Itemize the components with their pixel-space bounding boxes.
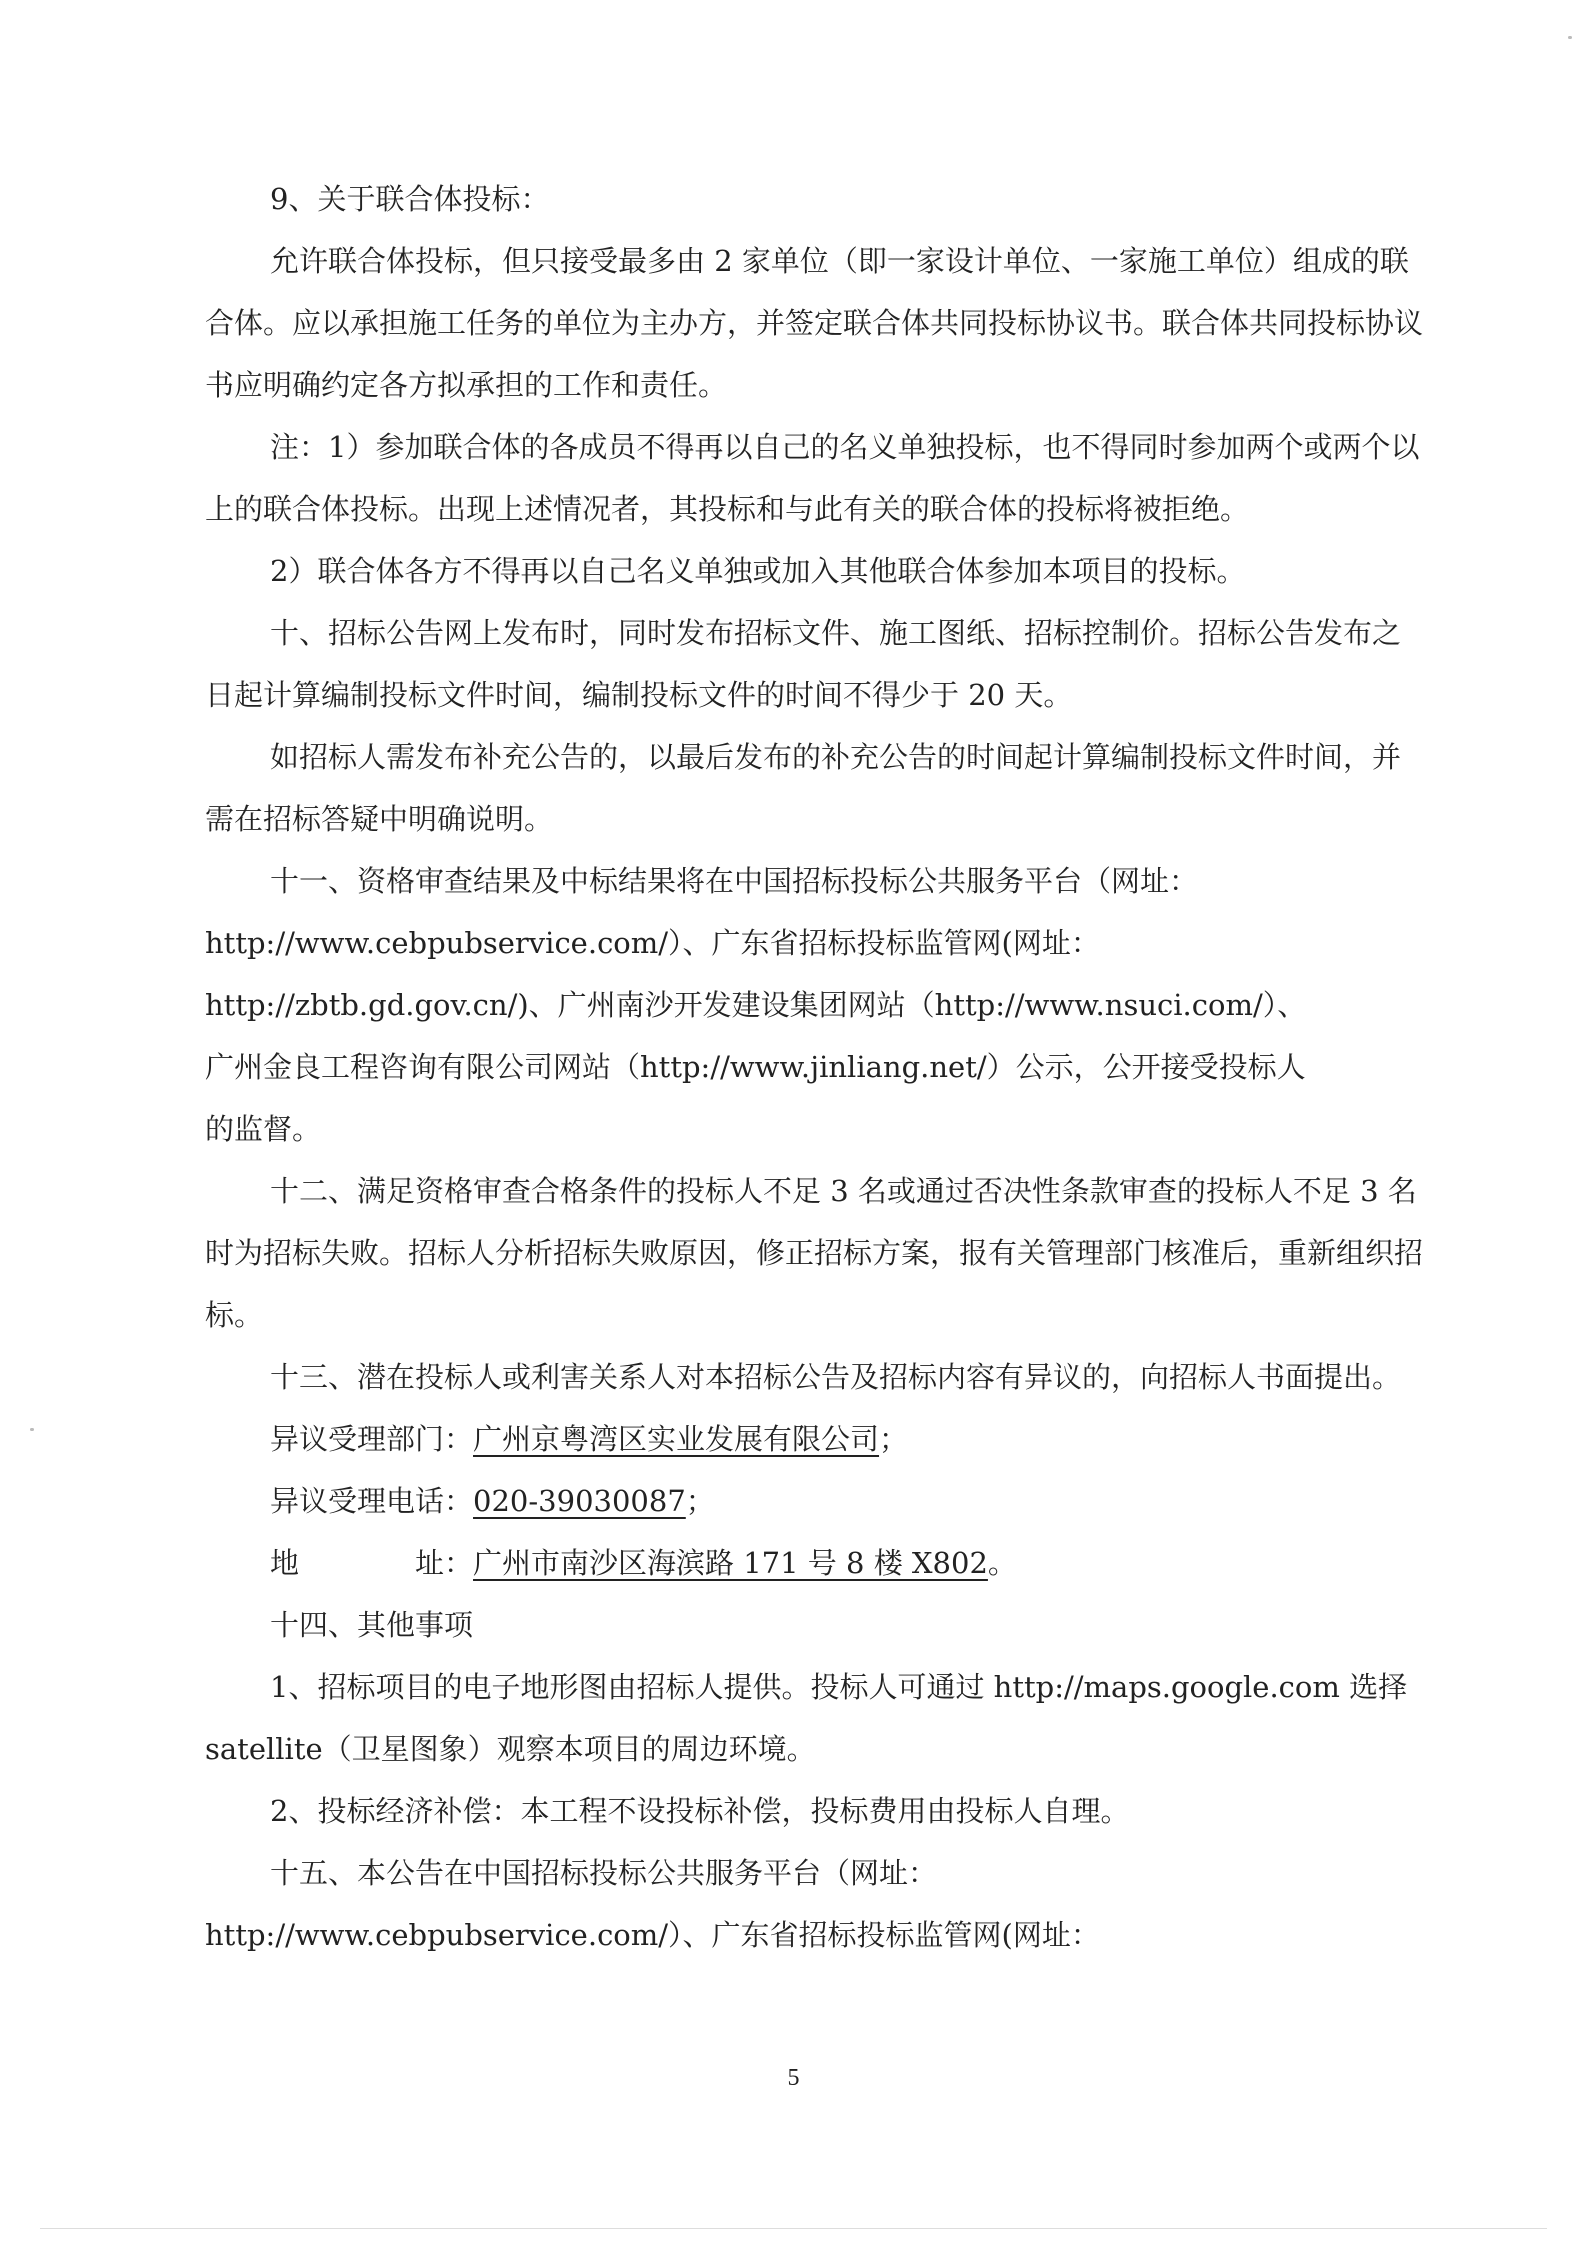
document-body [205, 168, 1427, 1966]
section-15-line-2: http://www.cebpubservice.com/）、广东省招标投标监管网(网址： [205, 1918, 1100, 1952]
objection-phone-label: 异议受理电话： [270, 1484, 474, 1518]
section-11-line-3: http://zbtb.gd.gov.cn/)、广州南沙开发建设集团网站（http://www.nsuci.com/）、 [205, 988, 1307, 1022]
objection-phone-end: ； [685, 1484, 715, 1518]
page-number: 5 [787, 2065, 800, 2091]
section-15-line-1: 十五、本公告在中国招标投标公共服务平台（网址： [270, 1856, 938, 1890]
objection-address-line [205, 1532, 1427, 1594]
item-2-paragraph: 2、投标经济补偿：本工程不设投标补偿，投标费用由投标人自理。 [270, 1794, 1130, 1828]
item-1-paragraph: 1、招标项目的电子地形图由招标人提供。投标人可通过 http://maps.google.com 选择 satellite（卫星图象）观察本项目的周边环境。 [205, 1670, 1408, 1766]
section-12-paragraph: 十二、满足资格审查合格条件的投标人不足 3 名或通过否决性条款审查的投标人不足 3 名时为招标失败。招标人分析招标失败原因，修正招标方案，报有关管理部门核准后，重新组织招标。 [205, 1174, 1424, 1332]
section-11-line-5: 的监督。 [205, 1112, 322, 1146]
objection-dept-label: 异议受理部门： [270, 1422, 474, 1456]
objection-address-label: 地 址： [270, 1546, 474, 1580]
section-11-line-4: 广州金良工程咨询有限公司网站（http://www.jinliang.net/）公示，公开接受投标人 [205, 1050, 1306, 1084]
objection-phone-line [205, 1470, 1427, 1532]
objection-dept-line [205, 1408, 1427, 1470]
objection-phone-value: 020-39030087 [473, 1484, 686, 1518]
section-11-line-2: http://www.cebpubservice.com/）、广东省招标投标监管网(网址： [205, 926, 1100, 960]
objection-address-value: 广州市南沙区海滨路 171 号 8 楼 X802 [473, 1546, 988, 1580]
section-11-line-1: 十一、资格审查结果及中标结果将在中国招标投标公共服务平台（网址： [270, 864, 1199, 898]
consortium-paragraph: 允许联合体投标，但只接受最多由 2 家单位（即一家设计单位、一家施工单位）组成的联合体。应以承担施工任务的单位为主办方，并签定联合体共同投标协议书。联合体共同投标协议书应明确约定各方拟承担的工作和责任。 [205, 244, 1424, 402]
scan-edge-line [40, 2228, 1547, 2229]
objection-dept-value: 广州京粤湾区实业发展有限公司 [473, 1422, 880, 1456]
section-10-paragraph: 十、招标公告网上发布时，同时发布招标文件、施工图纸、招标控制价。招标公告发布之日起计算编制投标文件时间，编制投标文件的时间不得少于 20 天。 [205, 616, 1402, 712]
objection-dept-end: ； [879, 1422, 909, 1456]
section-13-paragraph: 十三、潜在投标人或利害关系人对本招标公告及招标内容有异议的，向招标人书面提出。 [270, 1360, 1402, 1394]
scan-speck [1568, 36, 1572, 39]
section-14-heading: 十四、其他事项 [270, 1608, 474, 1642]
section-9-heading: 9、关于联合体投标： [270, 182, 550, 216]
supplementary-notice-paragraph: 如招标人需发布补充公告的，以最后发布的补充公告的时间起计算编制投标文件时间，并需在招标答疑中明确说明。 [205, 740, 1402, 836]
note-1-paragraph: 注：1）参加联合体的各成员不得再以自己的名义单独投标，也不得同时参加两个或两个以上的联合体投标。出现上述情况者，其投标和与此有关的联合体的投标将被拒绝。 [205, 430, 1420, 526]
scan-speck [30, 1428, 34, 1431]
note-2-paragraph: 2）联合体各方不得再以自己名义单独或加入其他联合体参加本项目的投标。 [270, 554, 1246, 588]
objection-address-end: 。 [987, 1546, 1017, 1580]
